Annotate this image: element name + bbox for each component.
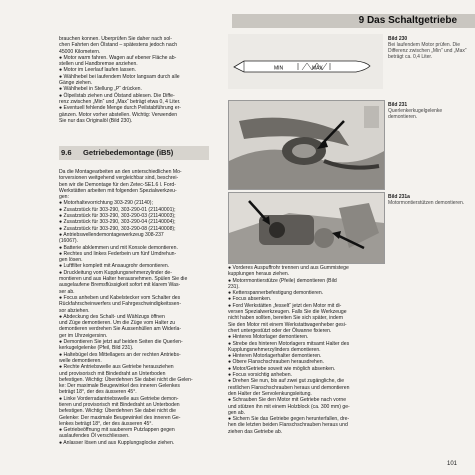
intro-text-column — [59, 36, 209, 124]
text-line: ● Eventuell fehlende Menge durch Peilstabführung er- — [59, 105, 182, 112]
text-line: gen ab. — [228, 409, 245, 416]
text-line: und Züge demontieren. Um die Züge vom Halter zu — [59, 320, 176, 327]
text-line: ● Hinteren Motorlagerhalter demontieren. — [228, 353, 322, 360]
text-line: hen die letzten beiden Flanschschrauben heraus und — [228, 422, 348, 429]
text-line: ● Schrauben Sie den Motor mit Getriebe nach vorne — [228, 397, 347, 404]
text-line: ● Batterie abklemmen und mit Konsole demontieren. — [59, 244, 178, 251]
caption-title: Bild 231 — [388, 102, 408, 108]
section-title: Getriebedemontage (iB5) — [83, 148, 174, 157]
text-line: ● Zusatzstück für 303-290, 303-290-04 (21140004); — [59, 219, 176, 226]
text-line: kerkugelgelenke (Pfeil, Bild 231). — [59, 345, 134, 352]
text-line: 231). — [228, 283, 240, 290]
text-line: nicht haben sollten, bereiten Sie sich später, indem — [228, 315, 343, 322]
text-line: ger im Uhrzeigersinn. — [59, 332, 108, 339]
text-line: ● Demontieren Sie jetzt auf beiden Seiten die Querlen- — [59, 339, 183, 346]
text-line: ● Antriebswellendemontagewerkzeug 308-237 — [59, 231, 164, 238]
text-line: ● Focus absenken. — [228, 296, 272, 303]
text-line: sor abziehen. — [59, 307, 90, 314]
text-line: restlichen Flanschschrauben heraus und demontieren — [228, 384, 350, 391]
text-line: ● Haltebügel des Mittellagers an der rechten Antriebs- — [59, 351, 181, 358]
text-line: stellen und Handbremse anziehen. — [59, 61, 138, 68]
text-line: ● Sichern Sie das Getriebe gegen herunterfallen, dre- — [228, 416, 350, 423]
ball-joint-photo — [228, 100, 385, 190]
section-number: 9.6 — [61, 148, 72, 157]
text-line: demontieren verdrehen Sie Aussenhüllen am Widerla- — [59, 326, 182, 333]
text-line: ke: Der maximale Beugewinkel des inneren Gelenkes — [59, 383, 180, 390]
text-line: ● Ford Werkstätten „fesselt“ jetzt den Motor mit di- — [228, 302, 342, 309]
text-line: ● Linke Vorderradantriebswelle aus Getriebe demon- — [59, 395, 179, 402]
text-line: Werkstätten arbeiten mit folgenden Spezialwerkzeu- — [59, 187, 177, 194]
text-line: ausgelaufene Bremsflüssigkeit sofort mit klarem Was- — [59, 282, 181, 289]
caption-text: Motormontierstützen demontieren. — [388, 200, 465, 206]
max-label: MAX — [312, 65, 323, 72]
caption-text: Querlenkerkugelgelenke demontieren. — [388, 108, 443, 120]
text-line: ● Anlasser lösen und aus Kupplungsglocke ziehen. — [59, 439, 175, 446]
text-line: tieren und provisorisch mit Bindedraht an Unterboden — [59, 401, 180, 408]
text-line: ● Motorhaltevorrichtung 303-290 (21140); — [59, 200, 153, 207]
text-line: ● Rechte Antriebswelle aus Getriebe herausziehen — [59, 364, 174, 371]
text-line: ser ab. — [59, 288, 75, 295]
text-line: und provisorisch mit Bindedraht an Unterboden — [59, 370, 166, 377]
text-line: gen: — [59, 194, 69, 201]
caption-title: Bild 231a — [388, 194, 410, 200]
text-line: ● Motorrmontierstütze (Pfeile) demontieren (Bild — [228, 277, 337, 284]
text-line: ● Motor warm fahren. Wagen auf ebener Fläche ab- — [59, 54, 177, 61]
text-line: ● Zusatzstück für 303-290, 303-290-01 (21140001); — [59, 206, 176, 213]
text-line: ● Drehen Sie nun, bis auf zwei gut zugängliche, die — [228, 378, 345, 385]
text-line: renz zwischen „Min“ und „Max“ beträgt etwa 0, 4 Liter. — [59, 98, 181, 105]
min-label: MIN — [274, 65, 284, 72]
body-text-column-right — [228, 265, 383, 435]
text-line: Gelenke: Der maximale Beugewinkel des inneren Ge- — [59, 414, 181, 421]
text-line: ● Motor/Getriebe soweit wie möglich absenken. — [228, 365, 336, 372]
text-line: ● Wählhebel in Stellung „P“ drücken. — [59, 86, 142, 93]
text-line: ● Focus anheben und Kabelstecker vom Schalter des — [59, 294, 181, 301]
text-line: versen Spezialwerkzeugen. Falls Sie die Werkzeuge — [228, 309, 347, 316]
section-heading — [59, 146, 209, 160]
text-line: den Halter der Servolenkungsleitung. — [228, 390, 312, 397]
chapter-title: 9 Das Schaltgetriebe — [358, 15, 457, 26]
text-line: ● Obere Flanschschrauben herausdrehen. — [228, 359, 324, 366]
text-line: ● Druckleitung vom Kupplungsnehmerzylinder de- — [59, 269, 172, 276]
text-line: ● Getriebeöffnung mit sauberem Putzlappen gegen — [59, 427, 175, 434]
text-line: ● Vorderes Auspuffrohr trennen und aus Gummistege — [228, 265, 349, 271]
text-line: ● Rechtes und linkes Federbein um fünf Umdrehun- — [59, 250, 177, 257]
engine-mount-photo — [228, 192, 385, 264]
text-line: brauchen konnen. Uberprüfen Sie daher nach sol- — [59, 36, 172, 42]
text-line: ● Abdeckung des Schalt- und Wählzugs öffnen — [59, 313, 165, 320]
page-number: 101 — [447, 461, 458, 467]
text-line: Rückfahrscheinwerfers und Fahrgeschwindigkeitssen- — [59, 301, 182, 308]
text-line: ● Wählhebel bei laufendem Motor langsam durch alle — [59, 73, 180, 80]
text-line: befestigen. Wichtig: Überdehnen Sie dabei nicht die — [59, 408, 176, 415]
text-line: kupplungen heraus ziehen. — [228, 271, 290, 278]
text-line: ziehen das Getriebe ab. — [228, 428, 283, 435]
caption-title: Bild 230 — [388, 36, 408, 42]
text-line: und stützen ihn mit einem Holzblock (ca. 300 mm) ge- — [228, 403, 350, 410]
body-text-column-left — [59, 169, 209, 446]
text-line: chen Fahrten den Ölstand – spätestens jedoch nach — [59, 42, 178, 49]
text-line: Kupplungsnehmerzylinders demontieren. — [228, 346, 321, 353]
text-line: torversionen weitgehend vergleichbar sind, beschrei- — [59, 175, 179, 182]
dipstick-illustration — [228, 34, 383, 89]
text-line: 45000 Kilometern. — [59, 48, 101, 55]
caption-figure-231a — [388, 194, 468, 206]
caption-figure-230 — [388, 36, 468, 60]
text-line: lenkes beträgt 18°, der des äusseren 45°. — [59, 420, 153, 427]
text-line: Sie den Motor mit einem Werkstattwagenheber gesi- — [228, 321, 347, 328]
text-line: ● Kettenspannerbefestigung demontieren. — [228, 290, 324, 297]
text-line: ● Zusatzstück für 303-290, 303-290-08 (21140008); — [59, 225, 176, 232]
text-line: ● Focus vorsichtig anheben. — [228, 372, 292, 379]
text-line: chert untergestützt oder der Ölwanne fixieren. — [228, 327, 332, 334]
text-line: (16067). — [59, 238, 78, 245]
caption-text: Bei laufendem Motor prüfen. Die Differenz zwischen „Min“ und „Max“ beträgt ca. 0,4 Liter. — [388, 42, 467, 60]
text-line: gen lösen. — [59, 257, 83, 264]
text-line: auslaufendes Öl verschliessen. — [59, 433, 130, 440]
text-line: ● Motor im Leerlauf laufen lassen. — [59, 67, 136, 74]
chapter-header-bar — [232, 14, 475, 28]
text-line: montieren und aus Halter herausnehmen. Spülen Sie die — [59, 276, 188, 283]
text-line: befestigen. Wichtig: Überdehnen Sie dabei nicht die Gelen- — [59, 376, 193, 383]
text-line: gänzen. Motor vorher abstellen. Wichtig: Verwenden — [59, 111, 178, 118]
caption-figure-231 — [388, 102, 468, 120]
text-line: Gänge ziehen. — [59, 80, 93, 87]
text-line: ben wir die Demontage für den Zetec-SE1.6 l. Ford- — [59, 181, 176, 188]
text-line: ● Zusatzstück für 303-290, 303-290-03 (21140003); — [59, 213, 176, 220]
text-line: ● Strebe des hinteren Motorlagers mitsamt Halter des — [228, 340, 350, 347]
text-line: ● Luftfilter komplett mit Ansaugrohr demontieren. — [59, 263, 170, 270]
text-line: ● Ölpeilstab ziehen und Ölstand ablesen. Die Diffe- — [59, 92, 175, 99]
text-line: beträgt 18°, der des äusseren 45°. — [59, 389, 137, 396]
text-line: Da die Montagearbeiten an den unterschiedlichen Mo- — [59, 169, 182, 175]
text-line: Sie nur das Originalöl (Bild 230). — [59, 117, 133, 124]
text-line: ● Hinteres Motorlager demontieren. — [228, 334, 309, 341]
text-line: welle demontieren. — [59, 357, 102, 364]
